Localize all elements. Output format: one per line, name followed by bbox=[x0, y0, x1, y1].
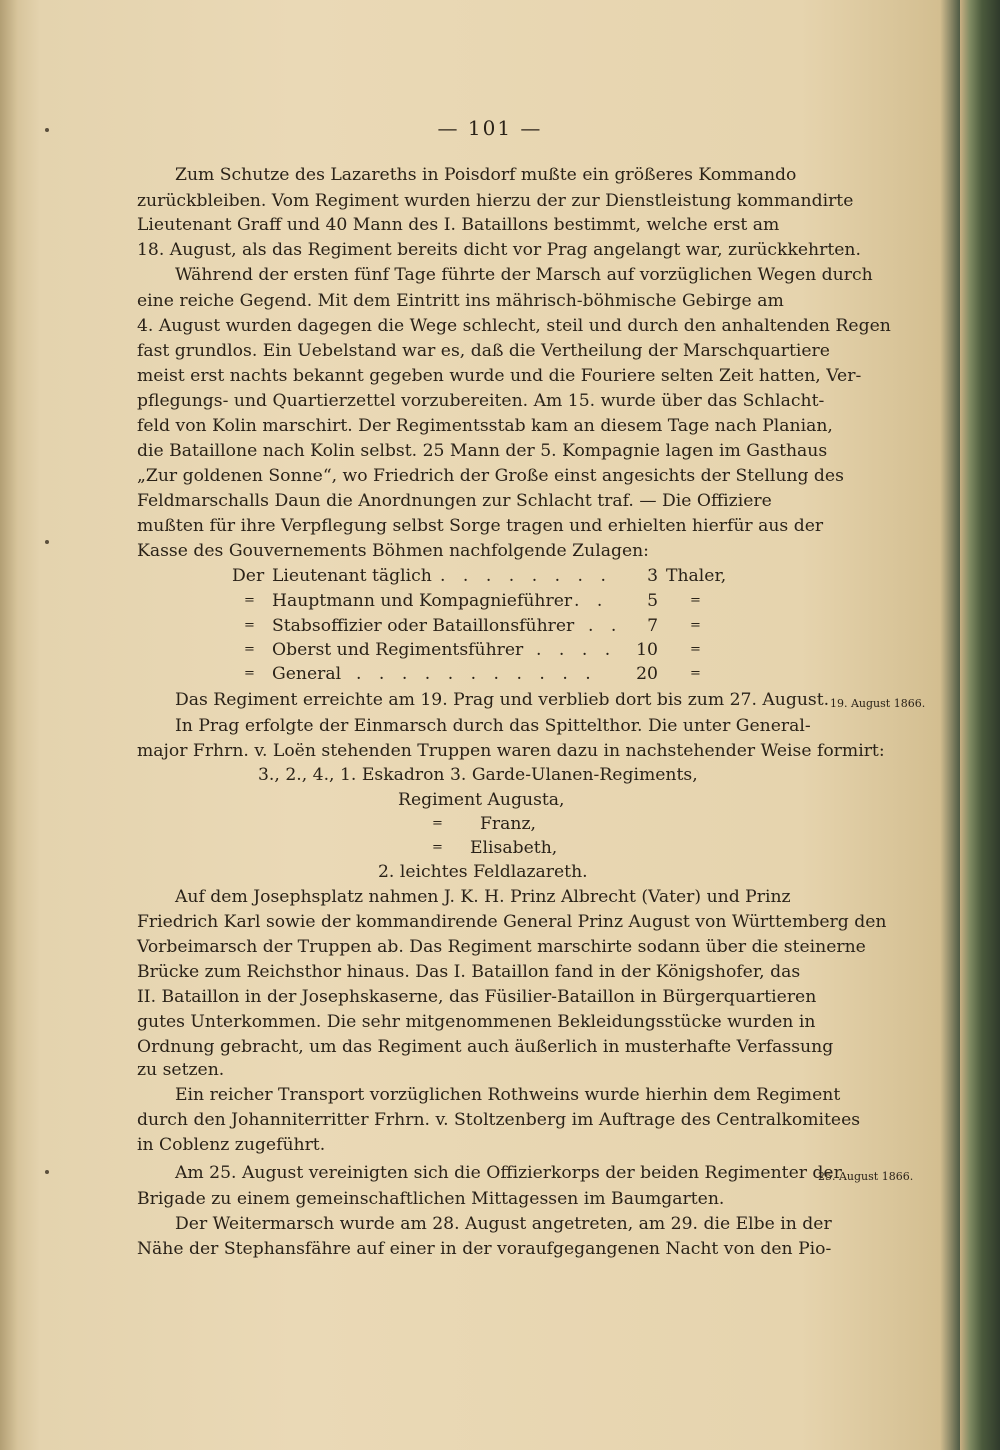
allowance-dots: . . . . . . . . bbox=[440, 566, 612, 586]
text-line: Brücke zum Reichsthor hinaus. Das I. Bataillon fand in der Königshofer, das bbox=[137, 962, 801, 982]
formation-item: 2. leichtes Feldlazareth. bbox=[378, 862, 588, 882]
text-line: Am 25. August vereinigten sich die Offizierkorps der beiden Regimenter der bbox=[175, 1163, 842, 1183]
text-line: Während der ersten fünf Tage führte der Marsch auf vorzüglichen Wegen durch bbox=[175, 265, 873, 285]
text-line: Lieutenant Graff und 40 Mann des I. Bataillons bestimmt, welche erst am bbox=[137, 215, 780, 235]
allowance-amount: 5 bbox=[647, 591, 658, 611]
margin-speck bbox=[45, 1170, 49, 1174]
text-line: in Coblenz zugeführt. bbox=[137, 1135, 326, 1155]
ditto-mark: = bbox=[244, 593, 255, 608]
text-line: Kasse des Gouvernements Böhmen nachfolgende Zulagen: bbox=[137, 541, 649, 561]
allowance-dots: . . bbox=[574, 591, 609, 611]
text-line: Friedrich Karl sowie der kommandirende General Prinz August von Württemberg den bbox=[137, 912, 887, 932]
text-line: Auf dem Josephsplatz nahmen J. K. H. Prinz Albrecht (Vater) und Prinz bbox=[175, 887, 791, 907]
ditto-mark: = bbox=[432, 840, 443, 855]
page-binding bbox=[0, 0, 18, 1450]
ditto-mark: = bbox=[690, 642, 701, 657]
allowance-amount: 7 bbox=[647, 616, 658, 636]
formation-item: Elisabeth, bbox=[470, 838, 558, 858]
formation-item: 3., 2., 4., 1. Eskadron 3. Garde-Ulanen-Regiments, bbox=[258, 765, 698, 785]
text-line: Das Regiment erreichte am 19. Prag und verblieb dort bis zum 27. August. bbox=[175, 690, 830, 710]
text-line: Vorbeimarsch der Truppen ab. Das Regiment marschirte sodann über die steinerne bbox=[137, 937, 866, 957]
text-line: Feldmarschalls Daun die Anordnungen zur Schlacht traf. — Die Offiziere bbox=[137, 491, 772, 511]
page-number: — 101 — bbox=[437, 116, 543, 140]
allowance-rank: Oberst und Regimentsführer bbox=[272, 640, 524, 660]
margin-speck bbox=[45, 128, 49, 132]
allowance-rank: Lieutenant täglich bbox=[272, 566, 432, 586]
allowance-rank: General bbox=[272, 664, 342, 684]
margin-date-note: 19. August 1866. bbox=[830, 697, 926, 710]
text-line: eine reiche Gegend. Mit dem Eintritt ins mährisch-böhmische Gebirge am bbox=[137, 291, 784, 311]
text-line: 4. August wurden dagegen die Wege schlecht, steil und durch den anhaltenden Regen bbox=[137, 316, 891, 336]
allowance-amount: 3 bbox=[647, 566, 658, 586]
text-line: pflegungs- und Quartierzettel vorzubereiten. Am 15. wurde über das Schlacht- bbox=[137, 391, 825, 411]
text-line: zurückbleiben. Vom Regiment wurden hierzu der zur Dienstleistung kommandirte bbox=[137, 191, 854, 211]
allowance-unit: Thaler, bbox=[666, 566, 727, 586]
margin-date-note: 25. August 1866. bbox=[818, 1170, 914, 1183]
text-line: feld von Kolin marschirt. Der Regimentsstab kam an diesem Tage nach Planian, bbox=[137, 416, 833, 436]
text-line: „Zur goldenen Sonne“, wo Friedrich der Große einst angesichts der Stellung des bbox=[137, 466, 844, 486]
ditto-mark: = bbox=[432, 816, 443, 831]
text-line: Zum Schutze des Lazareths in Poisdorf mußte ein größeres Kommando bbox=[175, 165, 797, 185]
text-line: durch den Johanniterritter Frhrn. v. Stoltzenberg im Auftrage des Centralkomitees bbox=[137, 1110, 861, 1130]
allowance-rank: Hauptmann und Kompagnieführer bbox=[272, 591, 573, 611]
text-line: die Bataillone nach Kolin selbst. 25 Mann der 5. Kompagnie lagen im Gasthaus bbox=[137, 441, 828, 461]
allowance-amount: 20 bbox=[636, 664, 658, 684]
text-line: Nähe der Stephansfähre auf einer in der voraufgegangenen Nacht von den Pio- bbox=[137, 1239, 832, 1259]
text-line: major Frhrn. v. Loën stehenden Truppen waren dazu in nachstehender Weise formirt: bbox=[137, 741, 885, 761]
book-cover-edge bbox=[960, 0, 1000, 1450]
allowance-rank: Stabsoffizier oder Bataillonsführer bbox=[272, 616, 575, 636]
text-line: fast grundlos. Ein Uebelstand war es, daß die Vertheilung der Marschquartiere bbox=[137, 341, 830, 361]
formation-item: Regiment Augusta, bbox=[398, 790, 565, 810]
allowance-dots: . . bbox=[588, 616, 623, 636]
text-line: In Prag erfolgte der Einmarsch durch das Spittelthor. Die unter General- bbox=[175, 716, 811, 736]
ditto-mark: = bbox=[244, 642, 255, 657]
ditto-mark: = bbox=[244, 666, 255, 681]
text-line: gutes Unterkommen. Die sehr mitgenommenen Bekleidungsstücke wurden in bbox=[137, 1012, 816, 1032]
formation-item: Franz, bbox=[480, 814, 536, 834]
text-line: Ein reicher Transport vorzüglichen Rothweins wurde hierhin dem Regiment bbox=[175, 1085, 841, 1105]
allowance-amount: 10 bbox=[636, 640, 658, 660]
ditto-mark: = bbox=[690, 593, 701, 608]
text-line: mußten für ihre Verpflegung selbst Sorge tragen und erhielten hierfür aus der bbox=[137, 516, 824, 536]
text-line: meist erst nachts bekannt gegeben wurde und die Fouriere selten Zeit hatten, Ver- bbox=[137, 366, 862, 386]
ditto-mark: = bbox=[690, 666, 701, 681]
text-line: Der Weitermarsch wurde am 28. August angetreten, am 29. die Elbe in der bbox=[175, 1214, 832, 1234]
text-line: II. Bataillon in der Josephskaserne, das Füsilier-Bataillon in Bürgerquartieren bbox=[137, 987, 817, 1007]
margin-speck bbox=[45, 540, 49, 544]
ditto-mark: = bbox=[690, 618, 701, 633]
text-line: zu setzen. bbox=[137, 1060, 225, 1080]
text-line: Brigade zu einem gemeinschaftlichen Mittagessen im Baumgarten. bbox=[137, 1189, 725, 1209]
ditto-mark: = bbox=[244, 618, 255, 633]
allowance-dots: . . . . bbox=[536, 640, 617, 660]
text-line: 18. August, als das Regiment bereits dicht vor Prag angelangt war, zurückkehrten. bbox=[137, 240, 861, 260]
text-line: Ordnung gebracht, um das Regiment auch äußerlich in musterhafte Verfassung bbox=[137, 1037, 834, 1057]
allowance-prefix: Der bbox=[232, 566, 265, 586]
allowance-dots: . . . . . . . . . . . bbox=[356, 664, 597, 684]
